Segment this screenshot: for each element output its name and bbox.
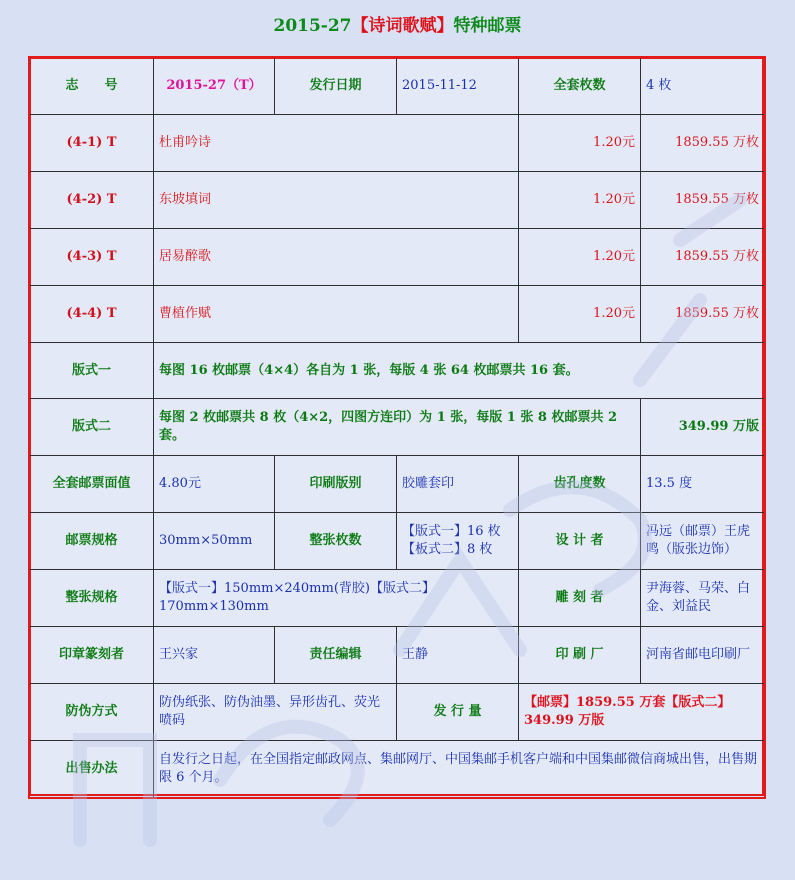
sheet-count-line2: 【板式二】8 枚 (402, 542, 493, 557)
zhihao-label: 志 号 (30, 58, 154, 115)
stamp-qty: 1859.55 万枚 (641, 286, 765, 343)
zhihao-value: 2015-27（T） (154, 58, 275, 115)
stamp-code: (4-3) T (30, 229, 154, 286)
printer-value: 河南省邮电印刷厂 (641, 627, 765, 684)
table-row (30, 684, 765, 741)
stamp-info-table (29, 57, 765, 798)
set-count-label: 全套枚数 (519, 58, 641, 115)
table-row (30, 399, 765, 456)
sheet-count-value (397, 513, 519, 570)
table-row (30, 343, 765, 399)
seal-value: 王兴家 (154, 627, 275, 684)
table-row (30, 286, 765, 343)
table-row (30, 58, 765, 115)
stamp-face: 1.20元 (519, 286, 641, 343)
sheet-spec-label: 整张规格 (30, 570, 154, 627)
sheet-spec-value: 【版式一】150mm×240mm(背胶)【版式二】170mm×130mm (154, 570, 519, 627)
stamp-code: (4-4) T (30, 286, 154, 343)
designer-value: 冯远（邮票）王虎鸣（版张边饰） (641, 513, 765, 570)
anti-label: 防伪方式 (30, 684, 154, 741)
sheet-count-label: 整张枚数 (275, 513, 397, 570)
stamp-name: 居易醉歌 (154, 229, 519, 286)
face-total-value: 4.80元 (154, 456, 275, 513)
table-row (30, 229, 765, 286)
editor-label: 责任编辑 (275, 627, 397, 684)
print-label: 印刷版别 (275, 456, 397, 513)
table-row (30, 456, 765, 513)
engraver-value: 尹海蓉、马荣、白金、刘益民 (641, 570, 765, 627)
issue-qty-value: 【邮票】1859.55 万套【版式二】349.99 万版 (519, 684, 765, 741)
perf-label: 齿孔度数 (519, 456, 641, 513)
anti-value: 防伪纸张、防伪油墨、异形齿孔、荧光喷码 (154, 684, 397, 741)
editor-value: 王静 (397, 627, 519, 684)
stamp-qty: 1859.55 万枚 (641, 172, 765, 229)
issue-date-label: 发行日期 (275, 58, 397, 115)
format2-value: 每图 2 枚邮票共 8 枚（4×2，四图方连印）为 1 张，每版 1 张 8 枚邮票共 2 套。 (154, 399, 641, 456)
sale-label: 出售办法 (30, 741, 154, 798)
issue-date-value: 2015-11-12 (397, 58, 519, 115)
sheet-count-line1: 【版式一】16 枚 (402, 524, 501, 539)
format1-label: 版式一 (30, 343, 154, 399)
table-row (30, 570, 765, 627)
set-count-value: 4 枚 (641, 58, 765, 115)
title-prefix: 2015-27 (273, 16, 352, 36)
stamp-code: (4-1) T (30, 115, 154, 172)
stamp-face: 1.20元 (519, 172, 641, 229)
stamp-name: 杜甫吟诗 (154, 115, 519, 172)
table-row (30, 627, 765, 684)
stamp-face: 1.20元 (519, 115, 641, 172)
engraver-label: 雕 刻 者 (519, 570, 641, 627)
seal-label: 印章篆刻者 (30, 627, 154, 684)
spec-value: 30mm×50mm (154, 513, 275, 570)
perf-value: 13.5 度 (641, 456, 765, 513)
stamp-name: 东坡填词 (154, 172, 519, 229)
designer-label: 设 计 者 (519, 513, 641, 570)
table-row (30, 172, 765, 229)
page-title (0, 12, 795, 40)
format2-label: 版式二 (30, 399, 154, 456)
title-suffix: 特种邮票 (453, 16, 522, 36)
table-row (30, 741, 765, 798)
stamp-name: 曹植作赋 (154, 286, 519, 343)
face-total-label: 全套邮票面值 (30, 456, 154, 513)
print-value: 胶雕套印 (397, 456, 519, 513)
stamp-qty: 1859.55 万枚 (641, 115, 765, 172)
issue-qty-label: 发 行 量 (397, 684, 519, 741)
table-row (30, 513, 765, 570)
printer-label: 印 刷 厂 (519, 627, 641, 684)
table-row (30, 115, 765, 172)
stamp-code: (4-2) T (30, 172, 154, 229)
format1-value: 每图 16 枚邮票（4×4）各自为 1 张，每版 4 张 64 枚邮票共 16 套。 (154, 343, 765, 399)
stamp-face: 1.20元 (519, 229, 641, 286)
spec-label: 邮票规格 (30, 513, 154, 570)
title-main: 【诗词歌赋】 (351, 16, 454, 36)
sale-value: 自发行之日起，在全国指定邮政网点、集邮网厅、中国集邮手机客户端和中国集邮微信商城出售，出售期限 6 个月。 (154, 741, 765, 798)
format2-qty: 349.99 万版 (641, 399, 765, 456)
stamp-qty: 1859.55 万枚 (641, 229, 765, 286)
